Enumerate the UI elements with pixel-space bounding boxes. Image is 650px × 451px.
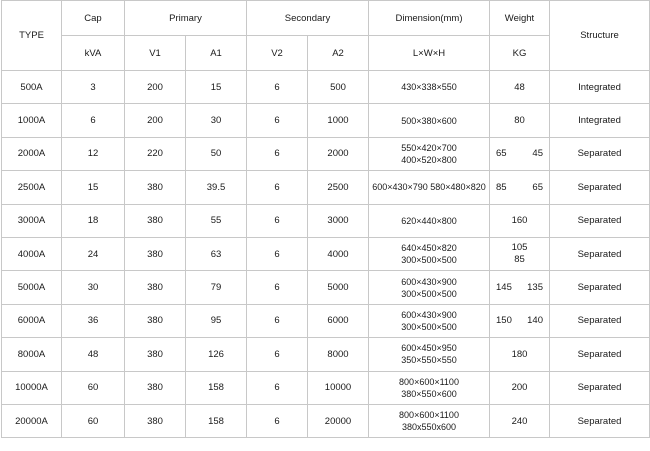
cell-type: 4000A	[2, 237, 62, 270]
cell-weight	[490, 404, 550, 437]
cell-v2: 6	[247, 404, 308, 437]
table-row	[2, 171, 650, 204]
cell-v1: 380	[125, 204, 186, 237]
cell-cap: 30	[62, 271, 125, 304]
table-row	[2, 71, 650, 104]
cell-structure: Separated	[550, 338, 650, 371]
cell-v1: 200	[125, 71, 186, 104]
cell-a2: 3000	[308, 204, 369, 237]
header-v2: V2	[247, 36, 308, 71]
cell-cap: 18	[62, 204, 125, 237]
weight-value: 240	[511, 415, 528, 427]
cell-v2: 6	[247, 204, 308, 237]
header-a2: A2	[308, 36, 369, 71]
dimension-line: 300×500×500	[401, 321, 457, 332]
table-row	[2, 271, 650, 304]
cell-dimension	[369, 371, 490, 404]
table-row	[2, 104, 650, 137]
cell-v1: 380	[125, 338, 186, 371]
cell-dimension	[369, 104, 490, 137]
cell-type: 5000A	[2, 271, 62, 304]
cell-type: 500A	[2, 71, 62, 104]
header-structure: Structure	[550, 1, 650, 71]
cell-a1: 95	[186, 304, 247, 337]
cell-cap: 12	[62, 137, 125, 170]
cell-cap: 3	[62, 71, 125, 104]
dimension-line: 350×550×550	[401, 355, 457, 366]
cell-v2: 6	[247, 171, 308, 204]
weight-value: 140	[527, 315, 543, 327]
weight-value: 200	[511, 382, 528, 394]
weight-value: 85	[514, 254, 525, 266]
cell-a2: 2000	[308, 137, 369, 170]
dimension-line: 500×380×600	[401, 115, 457, 126]
weight-value: 145	[496, 282, 512, 294]
weight-value: 180	[511, 348, 528, 360]
cell-cap: 6	[62, 104, 125, 137]
cell-cap: 48	[62, 338, 125, 371]
cell-weight	[490, 137, 550, 170]
dimension-line: 380×550×600	[401, 388, 457, 399]
cell-type: 2500A	[2, 171, 62, 204]
cell-structure: Separated	[550, 171, 650, 204]
cell-dimension	[369, 71, 490, 104]
cell-a1: 63	[186, 237, 247, 270]
dimension-line: 620×440×800	[401, 215, 457, 226]
cell-a2: 4000	[308, 237, 369, 270]
cell-v2: 6	[247, 338, 308, 371]
cell-structure: Separated	[550, 271, 650, 304]
dimension-line: 550×420×700	[401, 142, 457, 153]
weight-value: 135	[527, 282, 543, 294]
cell-a1: 158	[186, 371, 247, 404]
cell-cap: 24	[62, 237, 125, 270]
cell-a2: 10000	[308, 371, 369, 404]
cell-type: 10000A	[2, 371, 62, 404]
cell-weight	[490, 371, 550, 404]
cell-weight	[490, 338, 550, 371]
cell-v2: 6	[247, 137, 308, 170]
cell-type: 2000A	[2, 137, 62, 170]
cell-cap: 36	[62, 304, 125, 337]
weight-value: 80	[514, 115, 525, 127]
cell-weight	[490, 104, 550, 137]
cell-v1: 380	[125, 304, 186, 337]
cell-structure: Integrated	[550, 104, 650, 137]
cell-a1: 39.5	[186, 171, 247, 204]
cell-structure: Separated	[550, 304, 650, 337]
cell-dimension	[369, 204, 490, 237]
dimension-line: 800×600×1100	[399, 410, 459, 421]
cell-dimension	[369, 304, 490, 337]
cell-a2: 1000	[308, 104, 369, 137]
cell-v2: 6	[247, 271, 308, 304]
cell-v1: 380	[125, 271, 186, 304]
header-secondary: Secondary	[247, 1, 369, 36]
cell-weight	[490, 304, 550, 337]
header-v1: V1	[125, 36, 186, 71]
cell-type: 20000A	[2, 404, 62, 437]
cell-structure: Separated	[550, 371, 650, 404]
weight-value: 45	[532, 148, 543, 160]
weight-value: 65	[496, 148, 507, 160]
header-row-1	[2, 1, 650, 36]
weight-value: 160	[511, 215, 528, 227]
cell-v2: 6	[247, 371, 308, 404]
dimension-line: 600×430×790 580×480×820	[372, 182, 486, 193]
weight-value: 48	[514, 81, 525, 93]
cell-a1: 79	[186, 271, 247, 304]
cell-a1: 158	[186, 404, 247, 437]
cell-dimension	[369, 338, 490, 371]
cell-cap: 15	[62, 171, 125, 204]
cell-type: 6000A	[2, 304, 62, 337]
header-weight: Weight	[490, 1, 550, 36]
cell-v2: 6	[247, 237, 308, 270]
cell-cap: 60	[62, 404, 125, 437]
weight-value: 85	[496, 181, 507, 193]
cell-structure: Separated	[550, 404, 650, 437]
cell-weight	[490, 204, 550, 237]
table-body	[2, 71, 650, 438]
weight-value: 150	[496, 315, 512, 327]
cell-a2: 5000	[308, 271, 369, 304]
dimension-line: 600×430×900	[401, 309, 457, 320]
dimension-line: 300×500×500	[401, 255, 457, 266]
dimension-line: 800×600×1100	[399, 376, 459, 387]
cell-v2: 6	[247, 304, 308, 337]
cell-a1: 55	[186, 204, 247, 237]
table-row	[2, 204, 650, 237]
cell-type: 8000A	[2, 338, 62, 371]
cell-v1: 380	[125, 404, 186, 437]
cell-v2: 6	[247, 71, 308, 104]
cell-dimension	[369, 237, 490, 270]
dimension-line: 380x550x600	[401, 422, 457, 433]
table-row	[2, 137, 650, 170]
cell-cap: 60	[62, 371, 125, 404]
cell-a1: 50	[186, 137, 247, 170]
cell-a2: 8000	[308, 338, 369, 371]
cell-v2: 6	[247, 104, 308, 137]
dimension-line: 600×430×900	[401, 276, 457, 287]
cell-weight	[490, 71, 550, 104]
dimension-line: 640×450×820	[401, 243, 457, 254]
table-row	[2, 338, 650, 371]
header-type: TYPE	[2, 1, 62, 71]
cell-dimension	[369, 137, 490, 170]
cell-v1: 220	[125, 137, 186, 170]
table-row	[2, 371, 650, 404]
cell-weight	[490, 271, 550, 304]
cell-v1: 380	[125, 237, 186, 270]
dimension-line: 300×500×500	[401, 288, 457, 299]
cell-a2: 500	[308, 71, 369, 104]
cell-structure: Separated	[550, 137, 650, 170]
cell-structure: Integrated	[550, 71, 650, 104]
cell-dimension	[369, 404, 490, 437]
spec-table	[1, 0, 650, 438]
cell-v1: 380	[125, 371, 186, 404]
cell-weight	[490, 237, 550, 270]
cell-a1: 30	[186, 104, 247, 137]
header-cap: Cap	[62, 1, 125, 36]
cell-weight	[490, 171, 550, 204]
header-dimension: Dimension(mm)	[369, 1, 490, 36]
header-dim-unit: L×W×H	[369, 36, 490, 71]
cell-a2: 20000	[308, 404, 369, 437]
cell-a2: 2500	[308, 171, 369, 204]
cell-v1: 380	[125, 171, 186, 204]
cell-type: 3000A	[2, 204, 62, 237]
cell-type: 1000A	[2, 104, 62, 137]
cell-a1: 15	[186, 71, 247, 104]
header-a1: A1	[186, 36, 247, 71]
weight-value: 105	[511, 242, 528, 254]
cell-a1: 126	[186, 338, 247, 371]
dimension-line: 400×520×800	[401, 154, 457, 165]
header-primary: Primary	[125, 1, 247, 36]
dimension-line: 600×450×950	[401, 343, 457, 354]
cell-structure: Separated	[550, 237, 650, 270]
header-cap-unit: kVA	[62, 36, 125, 71]
cell-structure: Separated	[550, 204, 650, 237]
cell-dimension	[369, 171, 490, 204]
header-weight-unit: KG	[490, 36, 550, 71]
table-row	[2, 404, 650, 437]
cell-a2: 6000	[308, 304, 369, 337]
dimension-line: 430×338×550	[401, 82, 457, 93]
table-row	[2, 304, 650, 337]
cell-dimension	[369, 271, 490, 304]
cell-v1: 200	[125, 104, 186, 137]
weight-value: 65	[532, 181, 543, 193]
table-row	[2, 237, 650, 270]
